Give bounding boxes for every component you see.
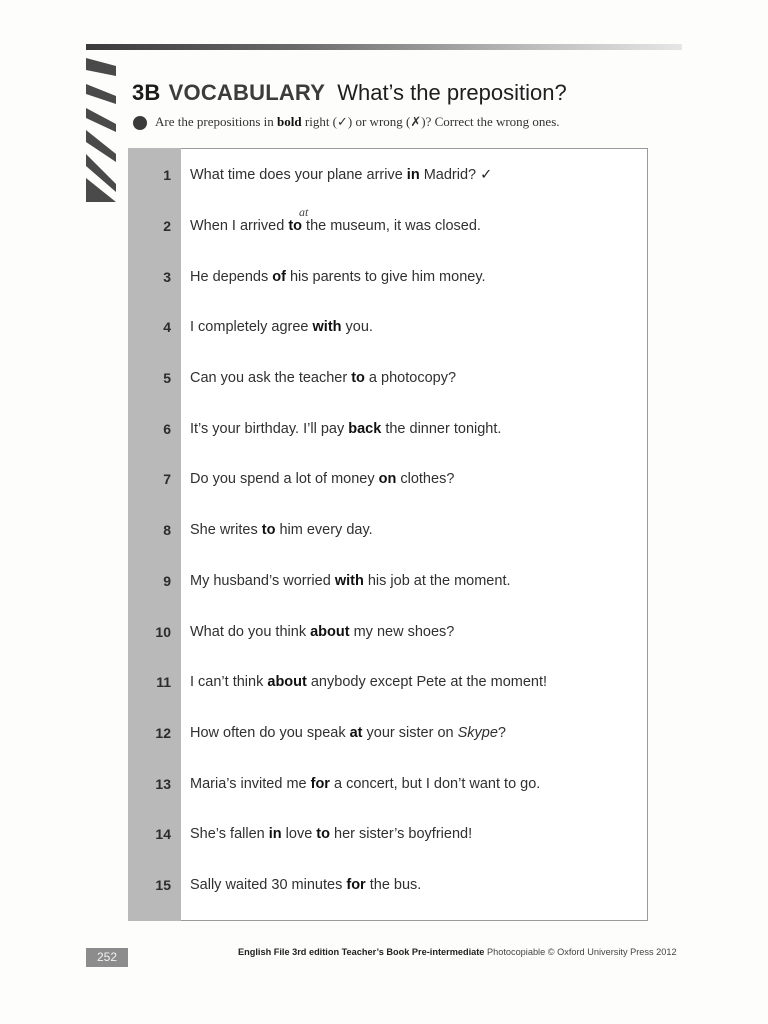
exercise-item [128, 657, 648, 708]
instruction-text: Are the prepositions in bold right (✓) or wrong (✗)? Correct the wrong ones. [155, 114, 560, 129]
item-number: 14 [155, 826, 171, 843]
exercise-item [128, 201, 648, 252]
exercise-item [128, 809, 648, 860]
unit-code: 3B [132, 80, 161, 105]
item-number: 12 [155, 724, 171, 741]
item-number: 11 [156, 674, 171, 691]
exercise-item [128, 150, 648, 201]
item-number: 4 [163, 319, 171, 336]
item-sentence: My husband’s worried with his job at the moment. [190, 572, 511, 589]
worksheet-subtitle: What’s the preposition? [337, 80, 567, 105]
item-sentence: Maria’s invited me for a concert, but I don’t want to go. [190, 775, 541, 792]
item-sentence: He depends of his parents to give him money. [190, 268, 486, 285]
top-rule [86, 44, 682, 50]
exercise-item [128, 302, 648, 353]
item-sentence: How often do you speak at your sister on Skype? [190, 724, 506, 741]
item-sentence: What time does your plane arrive in Madrid? ✓ [190, 167, 493, 184]
item-number: 8 [163, 522, 171, 539]
item-sentence: When I arrived to the museum, it was closed. [190, 218, 481, 235]
handwritten-correction: at [299, 204, 309, 219]
item-sentence: I completely agree with you. [190, 319, 373, 336]
exercise-item [128, 353, 648, 404]
exercise-item [128, 403, 648, 454]
exercise-item [128, 556, 648, 607]
exercise-item [128, 251, 648, 302]
sunburst-decoration [86, 50, 116, 202]
exercise-item [128, 708, 648, 759]
bullet-icon [133, 116, 147, 130]
page-number: 252 [86, 948, 128, 967]
item-sentence: What do you think about my new shoes? [190, 623, 455, 640]
exercise-list [128, 150, 648, 910]
item-sentence: It’s your birthday. I’ll pay back the dinner tonight. [190, 420, 502, 437]
item-number: 5 [163, 370, 171, 387]
section-label: VOCABULARY [168, 80, 326, 105]
footer-credit: English File 3rd edition Teacher’s Book Pre-intermediate Photocopiable © Oxford University Press 2012 [238, 947, 677, 957]
item-number: 3 [163, 268, 171, 285]
exercise-item [128, 860, 648, 911]
check-mark-icon: ✓ [480, 167, 493, 184]
item-number: 1 [163, 167, 171, 184]
item-sentence: Can you ask the teacher to a photocopy? [190, 370, 457, 387]
exercise-item [128, 758, 648, 809]
worksheet-title [132, 78, 567, 108]
item-number: 15 [155, 876, 171, 893]
item-number: 6 [163, 420, 171, 437]
item-number: 2 [163, 218, 171, 235]
item-number: 13 [155, 775, 171, 792]
exercise-item [128, 454, 648, 505]
item-sentence: Do you spend a lot of money on clothes? [190, 471, 455, 488]
exercise-item [128, 606, 648, 657]
item-number: 7 [163, 471, 171, 488]
exercise-item [128, 505, 648, 556]
item-sentence: Sally waited 30 minutes for the bus. [190, 876, 422, 893]
item-number: 9 [163, 572, 171, 589]
item-number: 10 [155, 623, 171, 640]
item-sentence: I can’t think about anybody except Pete at the moment! [190, 674, 548, 691]
item-sentence: She’s fallen in love to her sister’s boyfriend! [190, 826, 473, 843]
item-sentence: She writes to him every day. [190, 522, 373, 539]
